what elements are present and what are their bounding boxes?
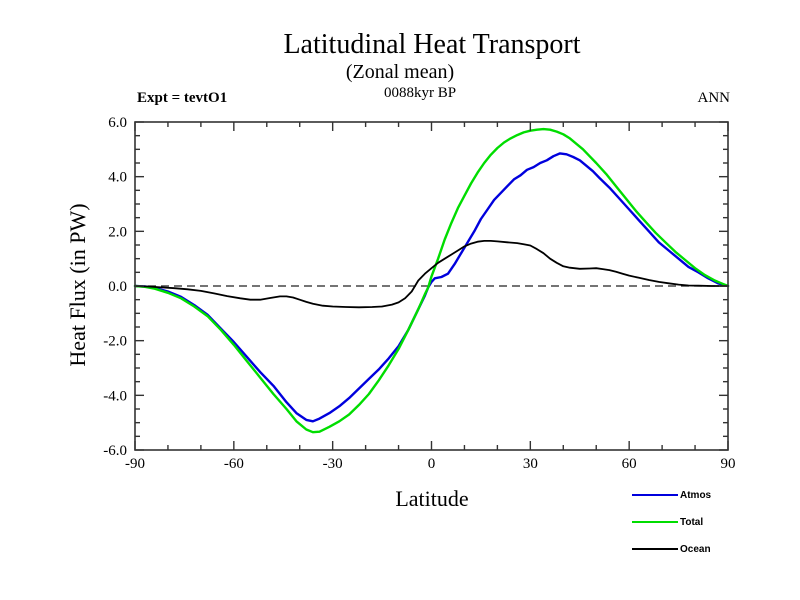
y-tick-label: 6.0: [108, 115, 127, 131]
x-tick-label: 90: [720, 456, 736, 472]
legend-item-ocean: [632, 543, 711, 555]
y-tick-label: 4.0: [108, 169, 127, 186]
y-tick-label: -2.0: [103, 333, 127, 350]
ocean-line-swatch: [632, 548, 678, 550]
x-tick-label: -90: [125, 456, 145, 472]
legend: [632, 489, 711, 570]
total-line-swatch: [632, 521, 678, 523]
y-tick-label: -6.0: [103, 443, 127, 459]
x-tick-label: 30: [522, 456, 538, 472]
legend-item-total: [632, 516, 711, 528]
legend-label-atmos: Atmos: [680, 489, 712, 501]
time-label: 0088kyr BP: [383, 85, 457, 101]
season-label: ANN: [697, 90, 730, 106]
page-subtitle: (Zonal mean): [345, 61, 455, 83]
y-tick-label: -4.0: [103, 388, 127, 405]
legend-label-total: Total: [680, 516, 704, 528]
x-axis-title: Latitude: [395, 486, 469, 511]
experiment-label: Expt = tevtO1: [137, 90, 228, 106]
curve-atmos: [135, 153, 728, 421]
plot-frame: [135, 122, 728, 450]
y-tick-label: 0.0: [108, 279, 127, 295]
legend-item-atmos: [632, 489, 711, 501]
y-tick-label: 2.0: [108, 224, 127, 241]
x-tick-label: 60: [621, 456, 637, 472]
page-title: Latitudinal Heat Transport: [283, 29, 581, 60]
x-tick-label: 0: [427, 456, 436, 472]
legend-label-ocean: Ocean: [680, 543, 711, 555]
x-tick-label: -30: [322, 456, 343, 472]
x-tick-label: -60: [223, 456, 244, 472]
y-axis-title: Heat Flux (in PW): [65, 203, 90, 367]
atmos-line-swatch: [632, 494, 678, 496]
